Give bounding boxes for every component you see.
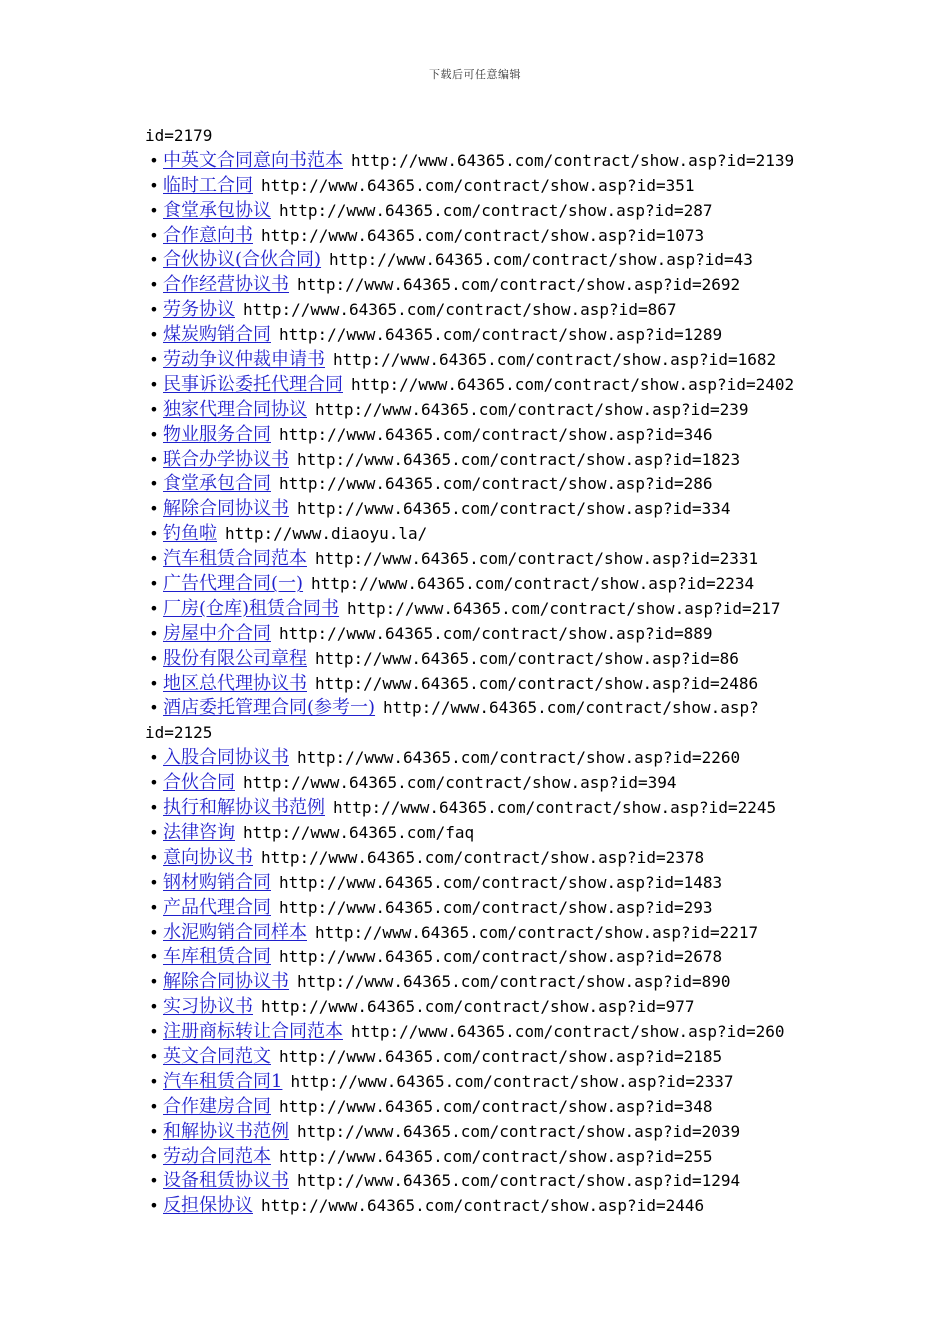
contract-link[interactable]: 合伙合同: [163, 772, 235, 794]
bullet-icon: •: [149, 872, 159, 892]
url-text: http://www.64365.com/contract/show.asp?id=2402: [351, 374, 795, 394]
link-list: [145, 149, 825, 1219]
url-text: http://www.64365.com/contract/show.asp?id=293: [279, 897, 713, 917]
bullet-icon: •: [149, 1096, 159, 1116]
contract-link[interactable]: 汽车租赁合同1: [163, 1070, 283, 1092]
bullet-icon: •: [149, 549, 159, 569]
contract-link[interactable]: 酒店委托管理合同(参考一): [163, 697, 376, 719]
bullet-icon: •: [149, 897, 159, 917]
bullet-icon: •: [149, 150, 159, 170]
url-text: http://www.64365.com/contract/show.asp?id=1294: [297, 1171, 741, 1191]
url-text: http://www.64365.com/contract/show.asp?id=217: [347, 598, 781, 618]
contract-link[interactable]: 产品代理合同: [163, 896, 271, 918]
contract-link[interactable]: 设备租赁协议书: [163, 1170, 289, 1192]
contract-link[interactable]: 厂房(仓库)租赁合同书: [163, 597, 340, 619]
url-text: http://www.64365.com/contract/show.asp?id=260: [351, 1022, 785, 1042]
bullet-icon: •: [149, 1171, 159, 1191]
bullet-icon: •: [149, 748, 159, 768]
contract-link[interactable]: 临时工合同: [163, 174, 253, 196]
url-text: http://www.64365.com/contract/show.asp?id=1682: [333, 350, 777, 370]
bullet-icon: •: [149, 275, 159, 295]
contract-link[interactable]: 解除合同协议书: [163, 498, 289, 520]
bullet-icon: •: [149, 773, 159, 793]
contract-link[interactable]: 钓鱼啦: [163, 523, 217, 545]
list-item: [145, 970, 825, 995]
list-item: [145, 1070, 825, 1095]
bullet-icon: •: [149, 997, 159, 1017]
url-text: http://www.diaoyu.la/: [225, 524, 428, 544]
bullet-icon: •: [149, 1071, 159, 1091]
list-item: [145, 1020, 825, 1045]
contract-link[interactable]: 合作建房合同: [163, 1095, 271, 1117]
page-header: 下载后可任意编辑: [429, 68, 521, 81]
url-text: http://www.64365.com/contract/show.asp?id=1823: [297, 449, 741, 469]
list-item: [145, 373, 825, 398]
document-body: [145, 124, 825, 1219]
list-item: [145, 522, 825, 547]
url-text: http://www.64365.com/contract/show.asp?id=2337: [290, 1071, 734, 1091]
contract-link[interactable]: 物业服务合同: [163, 423, 271, 445]
url-text: http://www.64365.com/contract/show.asp?id=889: [279, 623, 713, 643]
url-text: http://www.64365.com/contract/show.asp?id=867: [243, 300, 677, 320]
url-text: http://www.64365.com/contract/show.asp?id=239: [315, 399, 749, 419]
list-item: [145, 771, 825, 796]
contract-link[interactable]: 法律咨询: [163, 821, 235, 843]
bullet-icon: •: [149, 175, 159, 195]
contract-link[interactable]: 解除合同协议书: [163, 971, 289, 993]
list-item: [145, 746, 825, 771]
url-text: http://www.64365.com/contract/show.asp?id=351: [261, 175, 695, 195]
list-item: [145, 1194, 825, 1219]
contract-link[interactable]: 中英文合同意向书范本: [163, 149, 343, 171]
contract-link[interactable]: 劳务协议: [163, 299, 235, 321]
bullet-icon: •: [149, 250, 159, 270]
list-item: [145, 871, 825, 896]
bullet-icon: •: [149, 499, 159, 519]
list-item: [145, 423, 825, 448]
url-text: http://www.64365.com/contract/show.asp?id=286: [279, 474, 713, 494]
contract-link[interactable]: 劳动争议仲裁申请书: [163, 349, 325, 371]
contract-link[interactable]: 民事诉讼委托代理合同: [163, 373, 343, 395]
url-text: http://www.64365.com/contract/show.asp?id=334: [297, 499, 731, 519]
url-text: http://www.64365.com/contract/show.asp?id=348: [279, 1096, 713, 1116]
list-item: [145, 896, 825, 921]
bullet-icon: •: [149, 1022, 159, 1042]
url-text: http://www.64365.com/contract/show.asp?id=2446: [261, 1196, 705, 1216]
url-text: http://www.64365.com/contract/show.asp?id=43: [329, 250, 753, 270]
contract-link[interactable]: 合作意向书: [163, 224, 253, 246]
list-item: [145, 199, 825, 224]
contract-link[interactable]: 联合办学协议书: [163, 448, 289, 470]
url-text: http://www.64365.com/contract/show.asp?id=346: [279, 424, 713, 444]
list-item: [145, 647, 825, 672]
list-item: [145, 149, 825, 174]
list-item: [145, 298, 825, 323]
list-item: [145, 945, 825, 970]
list-item: [145, 696, 825, 721]
list-item: [145, 1120, 825, 1145]
list-item: [145, 323, 825, 348]
bullet-icon: •: [149, 1146, 159, 1166]
continuation-text: id=2179: [145, 126, 213, 145]
contract-link[interactable]: 水泥购销合同样本: [163, 921, 307, 943]
url-text: http://www.64365.com/contract/show.asp?id=2245: [333, 798, 777, 818]
contract-link[interactable]: 车库租赁合同: [163, 946, 271, 968]
url-text: http://www.64365.com/contract/show.asp?id=1289: [279, 325, 723, 345]
bullet-icon: •: [149, 474, 159, 494]
contract-link[interactable]: 实习协议书: [163, 996, 253, 1018]
url-text: http://www.64365.com/contract/show.asp?id=2039: [297, 1121, 741, 1141]
url-text: http://www.64365.com/contract/show.asp?id=2692: [297, 275, 741, 295]
contract-link[interactable]: 合作经营协议书: [163, 274, 289, 296]
bullet-icon: •: [149, 225, 159, 245]
list-item: [145, 1095, 825, 1120]
bullet-icon: •: [149, 325, 159, 345]
url-text: http://www.64365.com/contract/show.asp?id=1073: [261, 225, 705, 245]
url-text: http://www.64365.com/contract/show.asp?id=977: [261, 997, 695, 1017]
url-text: http://www.64365.com/contract/show.asp?id=2260: [297, 748, 741, 768]
url-text: http://www.64365.com/contract/show.asp?id=2678: [279, 947, 723, 967]
url-text: http://www.64365.com/faq: [243, 822, 475, 842]
bullet-icon: •: [149, 374, 159, 394]
list-item: [145, 1169, 825, 1194]
list-item: [145, 1145, 825, 1170]
list-item: [145, 1045, 825, 1070]
url-text: http://www.64365.com/contract/show.asp?id=890: [297, 972, 731, 992]
bullet-icon: •: [149, 847, 159, 867]
contract-link[interactable]: 劳动合同范本: [163, 1145, 271, 1167]
list-item: [145, 597, 825, 622]
list-item: [145, 224, 825, 249]
url-text: http://www.64365.com/contract/show.asp?id=394: [243, 773, 677, 793]
bullet-icon: •: [149, 524, 159, 544]
bullet-icon: •: [149, 947, 159, 967]
url-text: http://www.64365.com/contract/show.asp?id=2217: [315, 922, 759, 942]
list-item: [145, 497, 825, 522]
url-text: http://www.64365.com/contract/show.asp?id=2378: [261, 847, 705, 867]
bullet-icon: •: [149, 972, 159, 992]
bullet-icon: •: [149, 200, 159, 220]
bullet-icon: •: [149, 822, 159, 842]
contract-link[interactable]: 广告代理合同(一): [163, 573, 304, 595]
contract-link[interactable]: 食堂承包合同: [163, 473, 271, 495]
url-text: http://www.64365.com/contract/show.asp?id=2139: [351, 150, 795, 170]
contract-link[interactable]: 房屋中介合同: [163, 622, 271, 644]
list-item: [145, 348, 825, 373]
list-item: [145, 472, 825, 497]
contract-link[interactable]: 执行和解协议书范例: [163, 797, 325, 819]
bullet-icon: •: [149, 1046, 159, 1066]
bullet-icon: •: [149, 798, 159, 818]
contract-link[interactable]: 汽车租赁合同范本: [163, 548, 307, 570]
list-item: [145, 248, 825, 273]
list-item: [145, 547, 825, 572]
list-item: [145, 448, 825, 473]
bullet-icon: •: [149, 1196, 159, 1216]
url-text: http://www.64365.com/contract/show.asp?id=287: [279, 200, 713, 220]
url-text: http://www.64365.com/contract/show.asp?id=255: [279, 1146, 713, 1166]
bullet-icon: •: [149, 922, 159, 942]
list-item: [145, 995, 825, 1020]
contract-link[interactable]: 股份有限公司章程: [163, 647, 307, 669]
contract-link[interactable]: 入股合同协议书: [163, 747, 289, 769]
bullet-icon: •: [149, 623, 159, 643]
list-item: [145, 622, 825, 647]
url-text: http://www.64365.com/contract/show.asp?id=1483: [279, 872, 723, 892]
list-item: [145, 398, 825, 423]
contract-link[interactable]: 和解协议书范例: [163, 1120, 289, 1142]
contract-link[interactable]: 意向协议书: [163, 846, 253, 868]
list-item: [145, 821, 825, 846]
bullet-icon: •: [149, 449, 159, 469]
bullet-icon: •: [149, 673, 159, 693]
contract-link[interactable]: 合伙协议(合伙合同): [163, 249, 322, 271]
contract-link[interactable]: 独家代理合同协议: [163, 398, 307, 420]
bullet-icon: •: [149, 399, 159, 419]
list-item: [145, 921, 825, 946]
list-item: [145, 796, 825, 821]
bullet-icon: •: [149, 424, 159, 444]
url-text: http://www.64365.com/contract/show.asp?: [383, 698, 759, 718]
contract-link[interactable]: 食堂承包协议: [163, 199, 271, 221]
url-text: http://www.64365.com/contract/show.asp?id=2331: [315, 549, 759, 569]
url-text: http://www.64365.com/contract/show.asp?id=2185: [279, 1046, 723, 1066]
contract-link[interactable]: 煤炭购销合同: [163, 324, 271, 346]
bullet-icon: •: [149, 598, 159, 618]
bullet-icon: •: [149, 300, 159, 320]
contract-link[interactable]: 注册商标转让合同范本: [163, 1021, 343, 1043]
url-text: http://www.64365.com/contract/show.asp?id=86: [315, 648, 739, 668]
bullet-icon: •: [149, 648, 159, 668]
list-item: [145, 846, 825, 871]
url-text: http://www.64365.com/contract/show.asp?id=2234: [311, 574, 755, 594]
url-wrap-text: id=2125: [145, 723, 213, 743]
list-item: [145, 273, 825, 298]
list-item: [145, 174, 825, 199]
bullet-icon: •: [149, 350, 159, 370]
bullet-icon: •: [149, 574, 159, 594]
list-item: [145, 572, 825, 597]
list-item: [145, 672, 825, 697]
bullet-icon: •: [149, 698, 159, 718]
contract-link[interactable]: 地区总代理协议书: [163, 672, 307, 694]
contract-link[interactable]: 反担保协议: [163, 1195, 253, 1217]
contract-link[interactable]: 英文合同范文: [163, 1045, 271, 1067]
url-text: http://www.64365.com/contract/show.asp?id=2486: [315, 673, 759, 693]
bullet-icon: •: [149, 1121, 159, 1141]
contract-link[interactable]: 钢材购销合同: [163, 871, 271, 893]
